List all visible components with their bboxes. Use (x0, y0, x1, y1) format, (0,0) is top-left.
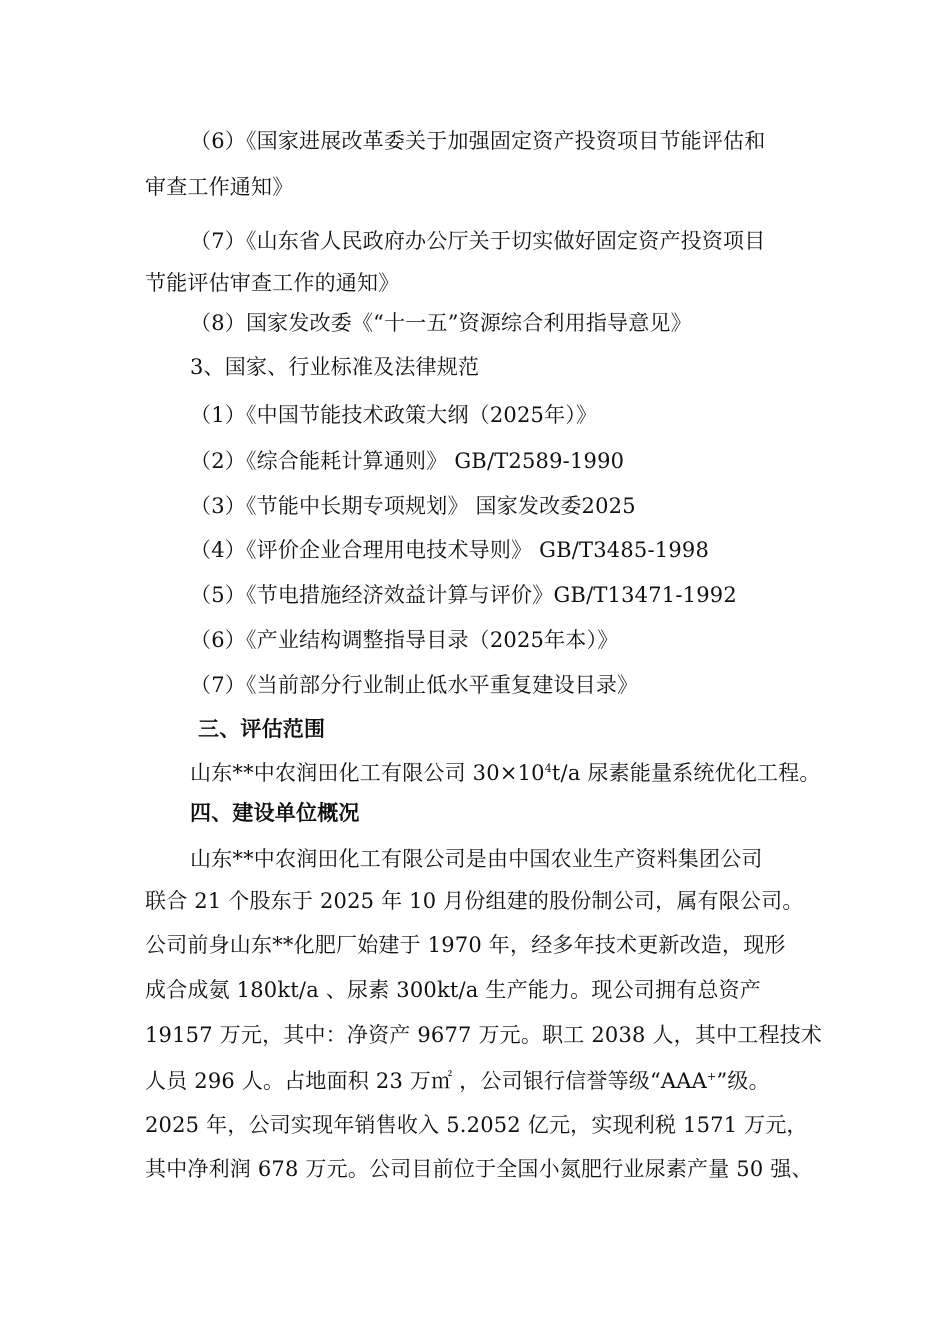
standard-item-3: （3）《节能中长期专项规划》 国家发改委2025 (190, 494, 636, 518)
standard-item-6: （6）《产业结构调整指导目录（2025年本）》 (190, 628, 619, 652)
scope-heading: 三、评估范围 (198, 717, 326, 741)
ref-item-8: （8）国家发改委《“十一五”资源综合利用指导意见》 (190, 311, 692, 335)
standard-item-1: （1）《中国节能技术政策大纲（2025年）》 (190, 403, 598, 427)
scope-text (190, 758, 821, 788)
overview-line-6-a: 人员 296 人。占地面积 23 万㎡ ，公司银行信誉等级“AAA (145, 1069, 708, 1093)
overview-line-1: 山东**中农润田化工有限公司是由中国农业生产资料集团公司 (190, 847, 763, 871)
scope-text-after: t/a 尿素能量系统优化工程。 (551, 761, 821, 785)
ref-item-6-line2: 审查工作通知》 (145, 175, 294, 199)
standard-item-7: （7）《当前部分行业制止低水平重复建设目录》 (190, 673, 639, 697)
scope-text-sup: 4 (544, 762, 552, 775)
scope-text-before: 山东**中农润田化工有限公司 30×10 (190, 761, 545, 785)
overview-line-7: 2025 年，公司实现年销售收入 5.2052 亿元，实现利税 1571 万元， (145, 1113, 808, 1137)
overview-line-6-b: ”级。 (716, 1069, 770, 1093)
ref-item-7-line1: （7）《山东省人民政府办公厅关于切实做好固定资产投资项目 (190, 229, 766, 253)
overview-line-6-sup: + (707, 1070, 717, 1083)
overview-line-4: 成合成氨 180kt/a 、尿素 300kt/a 生产能力。现公司拥有总资产 (145, 978, 761, 1002)
ref-item-7-line2: 节能评估审查工作的通知》 (145, 271, 400, 295)
standard-item-4: （4）《评价企业合理用电技术导则》 GB/T3485-1998 (190, 538, 710, 562)
overview-line-3: 公司前身山东**化肥厂始建于 1970 年，经多年技术更新改造，现形 (145, 933, 786, 957)
standard-item-2: （2）《综合能耗计算通则》 GB/T2589-1990 (190, 449, 625, 473)
overview-line-5: 19157 万元，其中：净资产 9677 万元。职工 2038 人，其中工程技术 (145, 1023, 823, 1047)
section-3-heading: 3、国家、行业标准及法律规范 (190, 355, 480, 379)
overview-line-6 (145, 1066, 770, 1096)
standard-item-5: （5）《节电措施经济效益计算与评价》GB/T13471-1992 (190, 583, 737, 607)
overview-line-8: 其中净利润 678 万元。公司目前位于全国小氮肥行业尿素产量 50 强、 (145, 1157, 813, 1181)
overview-line-2: 联合 21 个股东于 2025 年 10 月份组建的股份制公司，属有限公司。 (145, 889, 804, 913)
overview-heading: 四、建设单位概况 (190, 801, 360, 825)
ref-item-6-line1: （6）《国家进展改革委关于加强固定资产投资项目节能评估和 (190, 129, 766, 153)
